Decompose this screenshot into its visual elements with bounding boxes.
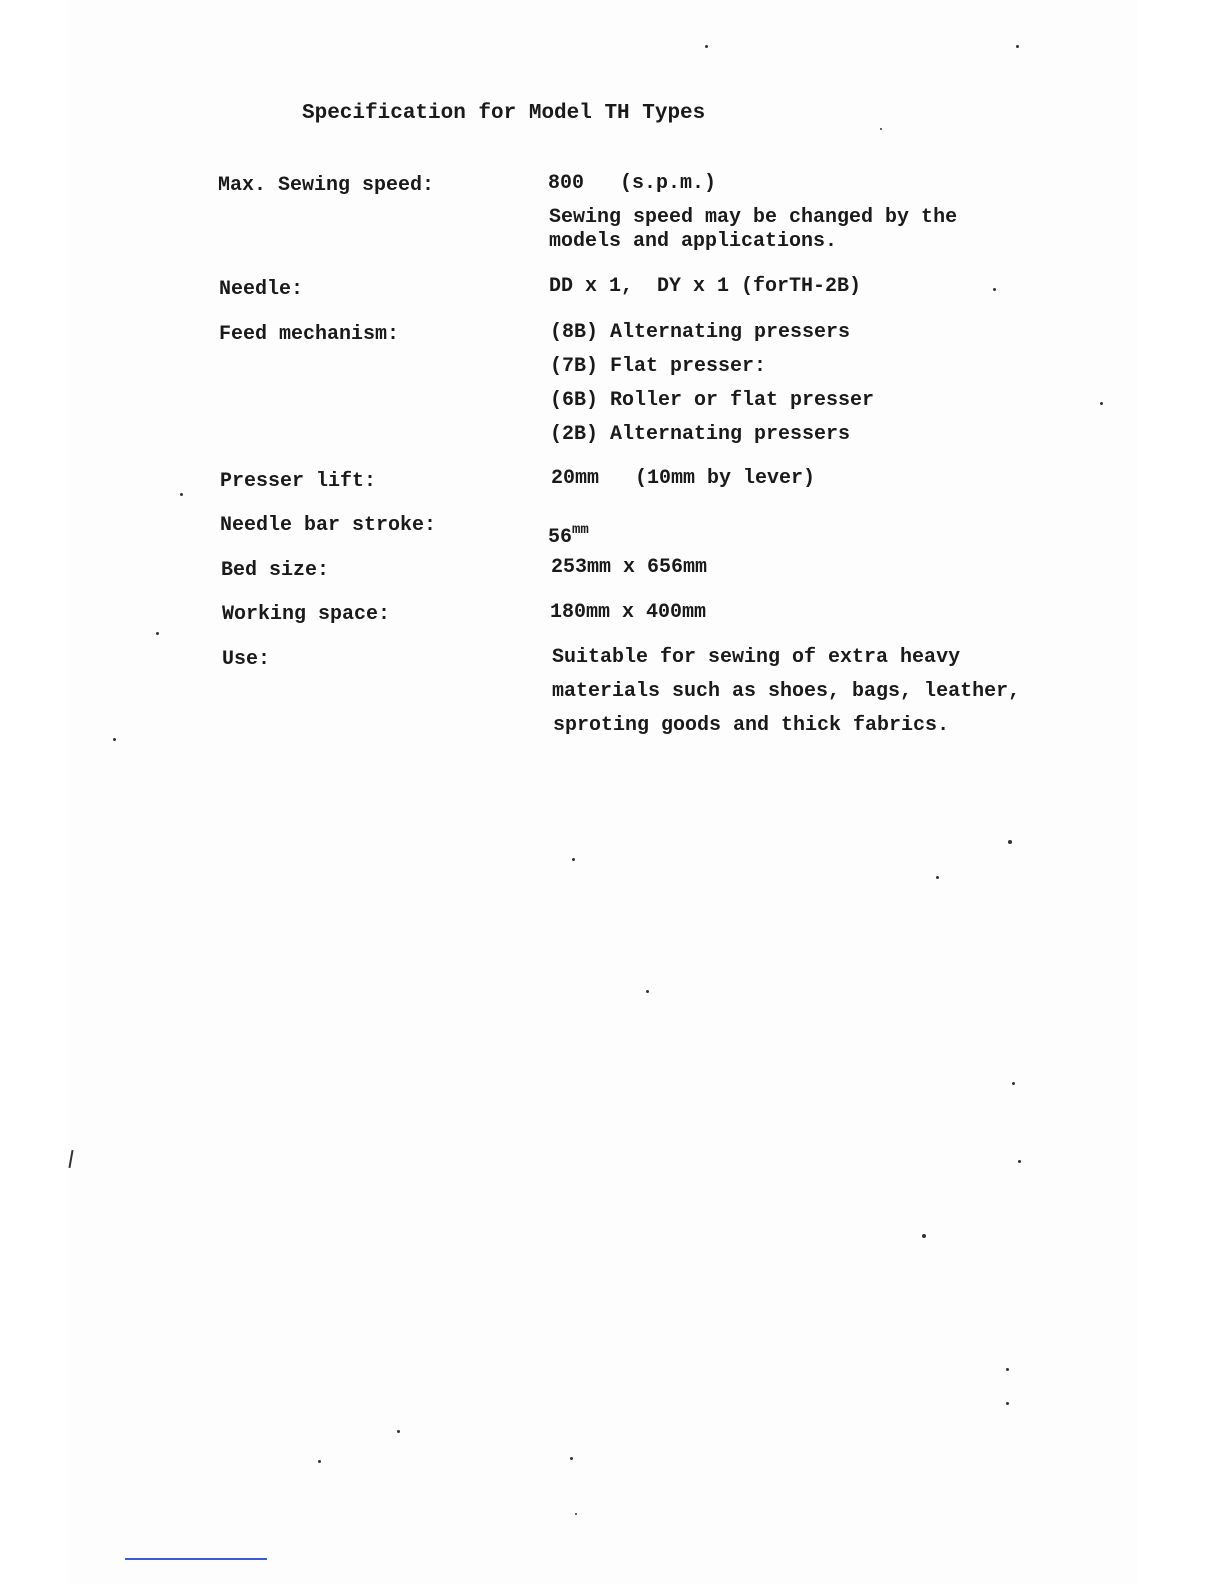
feed-item: (6B) Roller or flat presser — [550, 389, 875, 412]
feed-item: (2B) Alternating pressers — [550, 423, 851, 446]
presser-lift-label: Presser lift: — [220, 470, 377, 493]
max-speed-value: 800 (s.p.m.) — [548, 172, 717, 195]
max-speed-note-line1: Sewing speed may be changed by the — [549, 206, 958, 229]
working-space-value: 180mm x 400mm — [550, 601, 707, 624]
presser-lift-value: 20mm (10mm by lever) — [551, 467, 816, 490]
needle-bar-stroke-value — [548, 518, 589, 550]
needle-bar-stroke-number: 56 — [548, 526, 573, 549]
working-space-label: Working space: — [222, 603, 391, 626]
page-title: Specification for Model TH Types — [302, 102, 706, 125]
max-speed-label: Max. Sewing speed: — [218, 174, 435, 197]
needle-label: Needle: — [219, 278, 304, 301]
use-line: Suitable for sewing of extra heavy — [552, 646, 961, 669]
needle-bar-stroke-unit: mm — [572, 522, 589, 538]
bottom-rule — [125, 1558, 267, 1560]
feed-item: (7B) Flat presser: — [550, 355, 767, 378]
max-speed-note-line2: models and applications. — [549, 230, 838, 253]
feed-mechanism-label: Feed mechanism: — [219, 323, 400, 346]
needle-value: DD x 1, DY x 1 (forTH-2B) — [549, 275, 862, 298]
bed-size-value: 253mm x 656mm — [551, 556, 708, 579]
use-line: materials such as shoes, bags, leather, — [552, 680, 1021, 703]
needle-bar-stroke-label: Needle bar stroke: — [220, 514, 437, 537]
use-line: sproting goods and thick fabrics. — [553, 714, 950, 737]
bed-size-label: Bed size: — [221, 559, 330, 582]
use-label: Use: — [222, 648, 271, 671]
feed-item: (8B) Alternating pressers — [550, 321, 851, 344]
